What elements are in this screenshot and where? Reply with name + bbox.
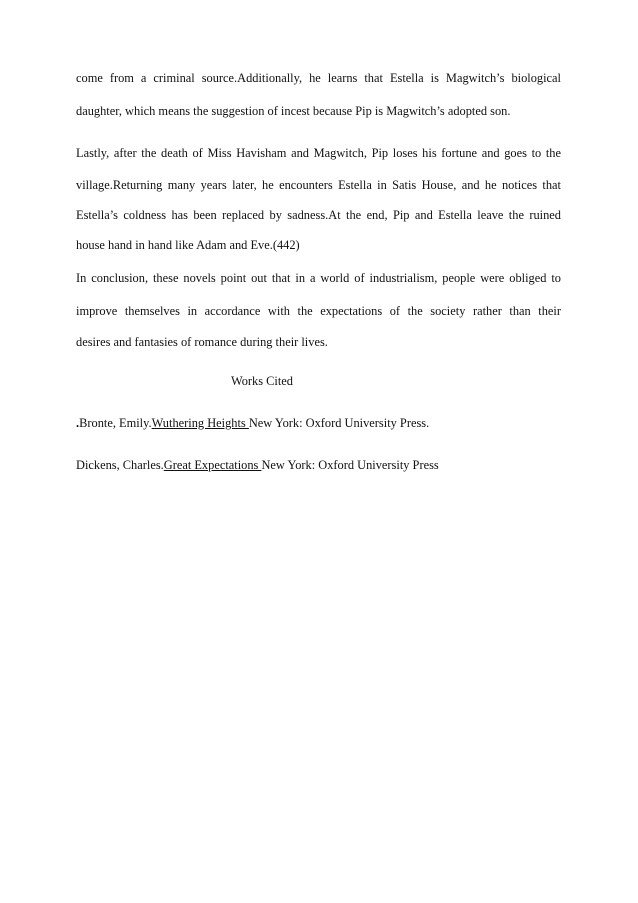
works-cited-heading: Works Cited <box>231 374 293 388</box>
citation-publisher: New York: Oxford University Press <box>261 458 439 472</box>
citation-author: Dickens, Charles. <box>76 458 164 472</box>
citation-title: Wuthering Heights <box>151 416 249 430</box>
paragraph-line: village.Returning many years later, he encounters Estella in Satis House, and he notices that <box>76 178 561 192</box>
paragraph-line: daughter, which means the suggestion of incest because Pip is Magwitch’s adopted son. <box>76 104 511 118</box>
paragraph-line: improve themselves in accordance with the expectations of the society rather than their <box>76 304 561 318</box>
paragraph-line: desires and fantasies of romance during their lives. <box>76 335 328 349</box>
citation-entry <box>76 415 429 431</box>
paragraph-line: come from a criminal source.Additionally, he learns that Estella is Magwitch’s biological <box>76 71 561 85</box>
paragraph-line: house hand in hand like Adam and Eve.(442) <box>76 238 300 252</box>
citation-author: Bronte, Emily. <box>79 416 152 430</box>
citation-entry <box>76 457 439 473</box>
citation-prefix: . <box>76 416 80 430</box>
paragraph-line: Estella’s coldness has been replaced by sadness.At the end, Pip and Estella leave the ruined <box>76 208 561 222</box>
citation-title: Great Expectations <box>163 458 262 472</box>
paragraph-line: Lastly, after the death of Miss Havisham and Magwitch, Pip loses his fortune and goes to the <box>76 146 561 160</box>
citation-publisher: New York: Oxford University Press. <box>248 416 430 430</box>
paragraph-line: In conclusion, these novels point out that in a world of industrialism, people were obliged to <box>76 271 561 285</box>
